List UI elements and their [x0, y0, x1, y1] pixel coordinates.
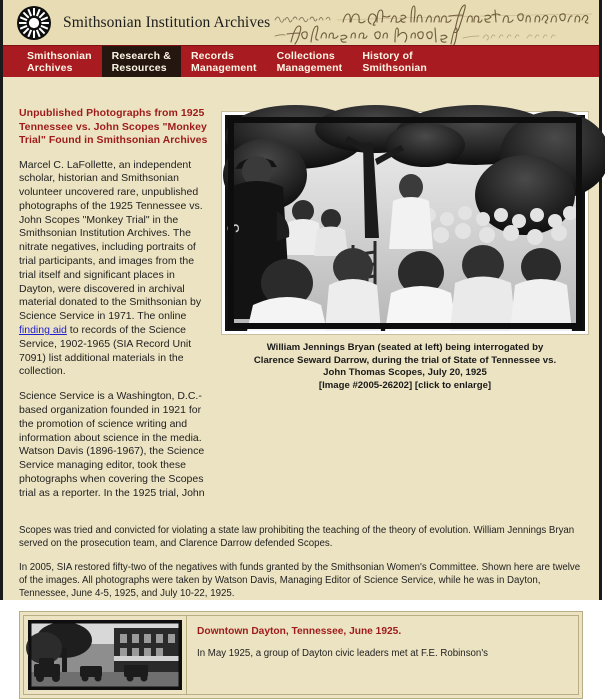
content-top-spacer: [13, 77, 589, 107]
nav-label-line1: Research &: [111, 49, 171, 62]
caption-line-2: Clarence Seward Darrow, during the trial of State of Tennessee vs.: [253, 354, 557, 366]
downtown-dayton-thumbnail-graphic: [28, 620, 182, 690]
scopes-trial-photo-graphic: [225, 115, 585, 331]
article-top-columns: [13, 107, 589, 512]
nav-label-line2: Management: [190, 61, 257, 74]
nav-item-collections-management[interactable]: [267, 46, 353, 77]
nav-label-line2: Smithsonian: [362, 61, 427, 74]
gallery-entry-heading: Downtown Dayton, Tennessee, June 1925.: [197, 625, 402, 637]
nav-label-line1: Collections: [276, 49, 335, 62]
nav-label-line1: Records: [190, 49, 235, 62]
nav-label-line1: History of: [362, 49, 413, 62]
gallery-thumbnail[interactable]: [23, 615, 187, 695]
smithson-bequest-script: [271, 0, 605, 46]
main-navigation: [3, 45, 599, 77]
article-text-column: [13, 107, 209, 512]
featured-photo[interactable]: [221, 111, 589, 335]
article-paragraph-4: In 2005, SIA restored fifty-two of the negatives with funds granted by the Smithsonian Women's Committee. Shown here are twelve of the images. All photographs were taken by Watson Davis, Managing Editor of Science Service, while he was in Dayton, Tennessee, June 4-5, 1925, and July 10-22, 1925.: [19, 561, 581, 599]
gallery-entry-body: In May 1925, a group of Dayton civic leaders met at F.E. Robinson's: [197, 647, 489, 659]
site-header: [3, 0, 599, 45]
article-paragraph-1: [19, 159, 209, 380]
nav-label-line2: Archives: [27, 61, 73, 74]
caption-line-3: John Thomas Scopes, July 20, 1925: [323, 367, 487, 379]
photo-caption: [223, 342, 587, 392]
article-paragraph-3: Scopes was tried and convicted for violating a state law prohibiting the teaching of the theory of evolution. William Jennings Bryan served on the prosecution team, and Clarence Darrow defended Scopes.: [19, 524, 575, 549]
nav-item-smithsonian-archives[interactable]: [17, 46, 102, 77]
article-paragraph-2: Science Service is a Washington, D.C.-based organization founded in 1921 for the promotion of science writing and information about science in the media. Watson Davis (1896-1967), the Science Service managing editor, took these photographs when covering the Scopes trial as a reporter. In the 1925 trial, John: [19, 390, 205, 499]
site-title: Smithsonian Institution Archives: [63, 13, 271, 31]
paragraph-1-text-before-link: Marcel C. LaFollette, an independent scholar, historian and Smithsonian volunteer uncovered rare, unpublished photographs of the 1925 Tennessee vs. John Scopes "Monkey Trial" in the Smithsonian Institution Archives. The nitrate negatives, including portraits of trial participants, and images from the trial itself and significant places in Dayton, were discovered in archival material donated to the Smithsonian by Science Service in 1971. The online: [19, 158, 203, 323]
main-content: [3, 77, 599, 659]
article-lower-paragraphs: [13, 512, 589, 600]
nav-item-research-resources[interactable]: [102, 46, 181, 77]
sunburst-rays: [17, 6, 51, 40]
caption-line-4[interactable]: [Image #2005-26202] [click to enlarge]: [318, 379, 492, 391]
nav-label-line2: Management: [276, 61, 343, 74]
nav-label-line2: Resources: [111, 61, 167, 74]
sunburst-icon[interactable]: [17, 6, 51, 40]
gallery-entry-text: [187, 615, 579, 695]
finding-aid-link[interactable]: finding aid: [19, 324, 67, 337]
nav-item-records-management[interactable]: [181, 46, 267, 77]
gallery-entry-row: [19, 611, 583, 699]
caption-line-1: William Jennings Bryan (seated at left) being interrogated by: [266, 342, 544, 353]
page-title: Unpublished Photographs from 1925 Tennessee vs. John Scopes "Monkey Trial" Found in Smithsonian Archives: [19, 107, 208, 146]
paragraph-1-text-after-link: to records of the Science Service, 1902-1965 (SIA Record Unit 7091) list additional materials in the collection.: [19, 324, 192, 378]
nav-label-line1: Smithsonian: [27, 49, 92, 62]
featured-photo-column: [209, 107, 589, 392]
nav-item-history-of-smithsonian[interactable]: [352, 46, 437, 77]
svg-text:3: 3: [224, 223, 243, 233]
